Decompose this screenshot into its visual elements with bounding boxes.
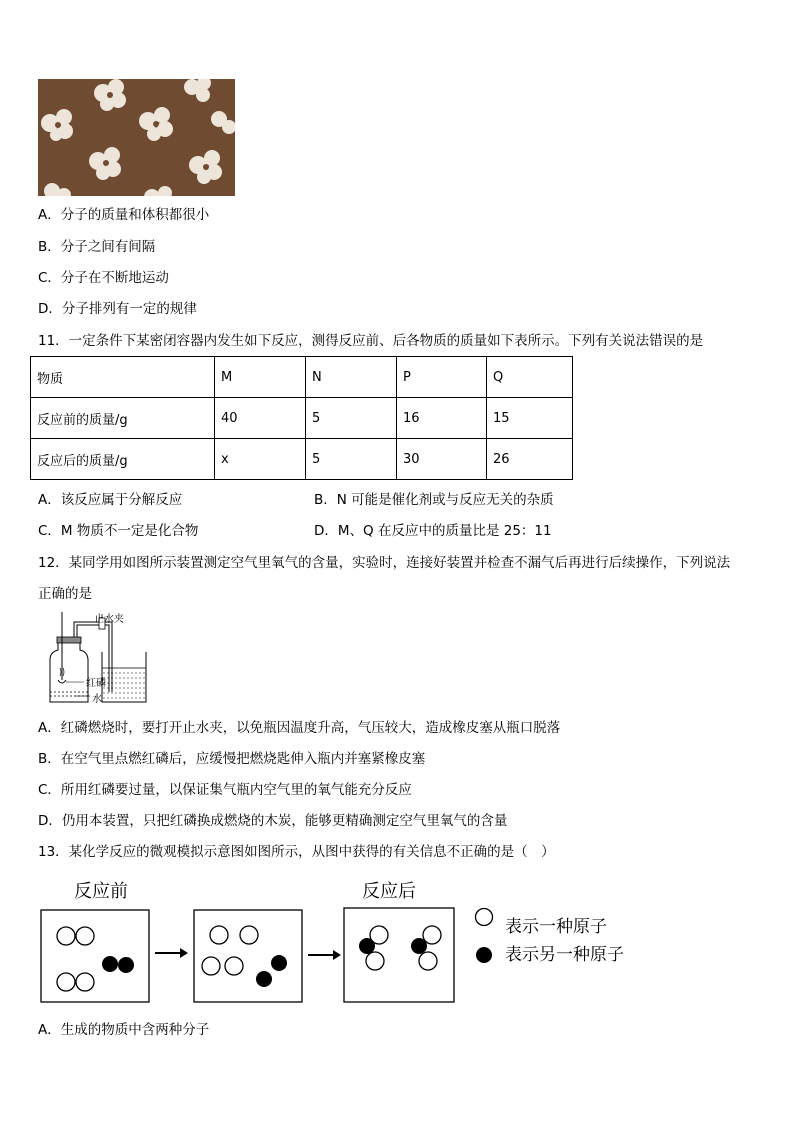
table-cell: N (306, 357, 397, 398)
table-cell: 5 (306, 439, 397, 480)
table-cell: x (215, 439, 306, 480)
reaction-drawing (38, 905, 478, 1005)
black-atom-icon (474, 945, 494, 965)
q12-option-a: A．红磷燃烧时，要打开止水夹，以免瓶因温度升高，气压较大，造成橡皮塞从瓶口脱落 (38, 720, 561, 736)
table-cell: 16 (397, 398, 487, 439)
q11-option-b: B．N 可能是催化剂或与反应无关的杂质 (314, 492, 554, 508)
phosphorus-label: 红磷 (86, 678, 106, 689)
q11-stem: 11．一定条件下某密闭容器内发生如下反应，测得反应前、后各物质的质量如下表所示。下列有关说法错误的是 (38, 333, 704, 349)
q13-option-a: A．生成的物质中含两种分子 (38, 1022, 210, 1038)
apparatus-figure (44, 610, 172, 708)
q13-stem: 13．某化学反应的微观模拟示意图如图所示，从图中获得的有关信息不正确的是（ ） (38, 844, 555, 860)
q12-option-d: D．仍用本装置，只把红磷换成燃烧的木炭，能够更精确测定空气里氧气的含量 (38, 813, 508, 829)
q10-option-a: A．分子的质量和体积都很小 (38, 207, 210, 223)
table-cell: 15 (487, 398, 573, 439)
q10-option-b: B．分子之间有间隔 (38, 239, 156, 255)
table-cell: 物质 (31, 357, 215, 398)
table-row (31, 398, 573, 439)
table-cell: 40 (215, 398, 306, 439)
mass-table (30, 356, 573, 480)
water-label: 水 (92, 694, 102, 705)
q11-option-c: C．M 物质不一定是化合物 (38, 523, 199, 539)
q10-option-c: C．分子在不断地运动 (38, 270, 169, 286)
molecule-micrograph (38, 79, 235, 196)
clamp-label: 止水夹 (94, 614, 124, 625)
q10-option-d: D．分子排列有一定的规律 (38, 301, 197, 317)
table-cell: Q (487, 357, 573, 398)
table-cell: 5 (306, 398, 397, 439)
q12-option-b: B．在空气里点燃红磷后，应缓慢把燃烧匙伸入瓶内并塞紧橡皮塞 (38, 751, 426, 767)
q12-option-c: C．所用红磷要过量，以保证集气瓶内空气里的氧气能充分反应 (38, 782, 412, 798)
table-row (31, 357, 573, 398)
table-cell: 26 (487, 439, 573, 480)
table-cell: M (215, 357, 306, 398)
table-cell: 反应前的质量/g (31, 398, 215, 439)
q12-stem-line2: 正确的是 (38, 586, 92, 602)
reaction-diagram (38, 905, 478, 1005)
after-label: 反应后 (362, 881, 416, 902)
q11-option-d: D．M、Q 在反应中的质量比是 25：11 (314, 523, 552, 539)
q11-option-a: A．该反应属于分解反应 (38, 492, 183, 508)
table-cell: 反应后的质量/g (31, 439, 215, 480)
before-label: 反应前 (74, 881, 128, 902)
legend-black-text: 表示另一种原子 (505, 945, 624, 965)
table-cell: P (397, 357, 487, 398)
white-atom-icon (474, 907, 494, 927)
table-cell: 30 (397, 439, 487, 480)
q12-stem-line1: 12．某同学用如图所示装置测定空气里氧气的含量，实验时，连接好装置并检查不漏气后再进行后续操作，下列说法 (38, 555, 731, 571)
legend-white-text: 表示一种原子 (505, 917, 607, 937)
table-row (31, 439, 573, 480)
